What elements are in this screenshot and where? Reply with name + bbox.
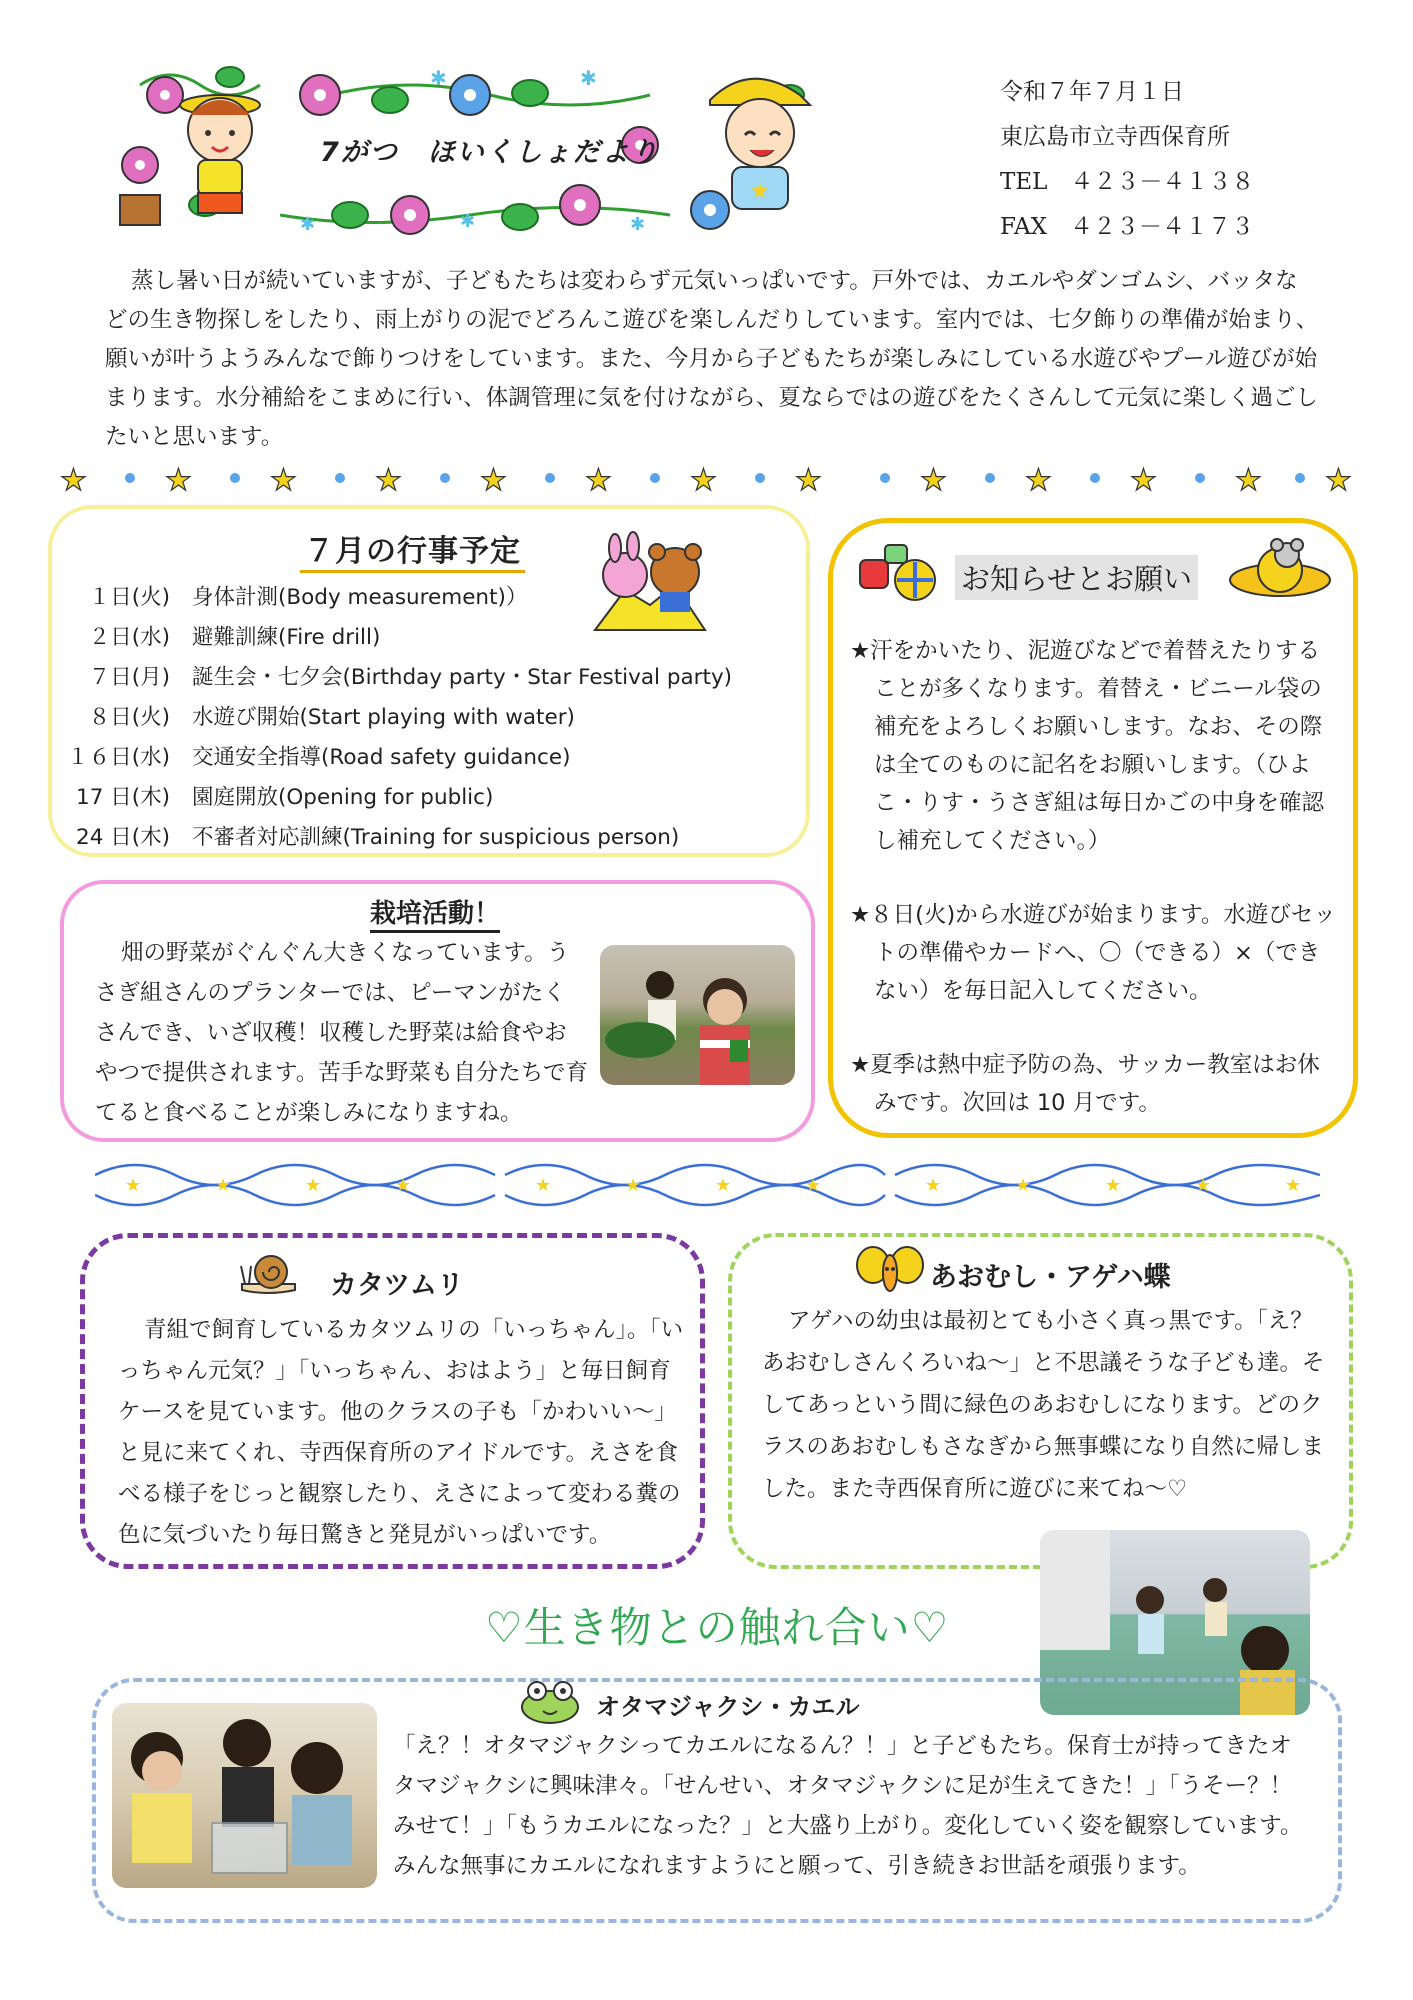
banner-title: 7がつ ほいくしょだより [320,137,660,168]
svg-text:✱: ✱ [300,214,316,235]
notice-item: ★８日(火)から水遊びが始まります。水遊びセットの準備やカードへ、〇（できる）×（できない）を毎日記入してください。 [850,902,1336,1004]
svg-text:★: ★ [1015,1175,1032,1196]
notice-item: ★汗をかいたり、泥遊びなどで着替えたりすることが多くなります。着替え・ビニール袋の補充をよろしくお願いします。なお、その際は全てのものに記名をお願いします。（ひよこ・りす・うさぎ組は毎日かごの中身を確認し補充してください。） [850,638,1325,854]
svg-text:★: ★ [1195,1175,1212,1196]
frog-text: 「え？！オタマジャクシってカエルになるん？！」と子どもたち。保育士が持ってきたオタマジャクシに興味津々。「せんせい、オタマジャクシに足が生えてきた！」「うそー？！みせて！」「もうカエルになった？」と大盛り上がり。変化していく姿を観察しています。みんな無事にカエルになれますようにと願って、引き続きお世話を頑張ります。 [393,1733,1303,1879]
svg-text:★: ★ [1025,463,1052,494]
school-info [1000,70,1300,250]
event-text: 水遊び開始(Start playing with water) [192,704,575,730]
harvest-photo [600,945,795,1085]
svg-text:★: ★ [795,463,822,494]
svg-text:★: ★ [1285,1175,1302,1196]
svg-text:★: ★ [270,463,297,494]
event-text: 誕生会・七夕会(Birthday party・Star Festival party) [192,664,733,690]
event-row [64,815,814,855]
frog-title: オタマジャクシ・カエル [596,1693,860,1721]
events-list [64,575,814,855]
svg-text:★: ★ [920,463,947,494]
svg-text:★: ★ [1235,463,1262,494]
svg-text:★: ★ [690,463,717,494]
frog-icon [515,1675,585,1729]
svg-text:★: ★ [125,1175,142,1196]
event-text: 避難訓練(Fire drill) [192,624,381,650]
butterfly-icon [855,1243,925,1302]
event-row [64,575,814,615]
svg-text:★: ★ [715,1175,732,1196]
events-title: ７月の行事予定 [300,526,525,573]
event-text: 身体計測(Body measurement)） [192,584,528,610]
notice-item: ★夏季は熱中症予防の為、サッカー教室はお休みです。次回は 10 月です。 [850,1052,1320,1116]
cultivation-title: 栽培活動！ [370,893,500,933]
svg-text:★: ★ [625,1175,642,1196]
svg-text:★: ★ [805,1175,822,1196]
notice-list [850,632,1340,1158]
svg-text:★: ★ [1325,463,1352,494]
event-day: ８日(火) [88,704,170,730]
issue-date: 令和７年７月１日 [1000,79,1184,105]
toys-icon [855,540,945,614]
snail-title: カタツムリ [330,1270,464,1301]
event-text: 交通安全指導(Road safety guidance) [192,744,571,770]
event-day: １日(火) [88,584,170,610]
svg-text:★: ★ [215,1175,232,1196]
svg-text:★: ★ [750,179,770,204]
svg-text:★: ★ [1130,463,1157,494]
children-observing-tadpoles-photo [112,1703,377,1888]
event-text: 不審者対応訓練(Training for suspicious person) [192,824,680,850]
svg-text:★: ★ [1105,1175,1122,1196]
boy-character-icon [710,79,810,209]
svg-text:★: ★ [375,463,402,494]
mouse-on-planet-icon [1225,530,1335,614]
event-row [64,615,814,655]
svg-text:★: ★ [535,1175,552,1196]
creatures-heading: ♡生き物との触れ合い♡ [485,1603,950,1652]
caterpillar-text: アゲハの幼虫は最初とても小さく真っ黒です。「え？あおむしさんくろいね～」と不思議そうな子ども達。そしてあっという間に緑色のあおむしになります。どのクラスのあおむしもさなぎから無事蝶になり自然に帰しました。また寺西保育所に遊びに来てね～♡ [762,1308,1325,1502]
snail-text: 青組で飼育しているカタツムリの「いっちゃん」。「いっちゃん元気？」「いっちゃん、おはよう」と毎日飼育ケースを見ています。他のクラスの子も「かわいい～」と見に来てくれ、寺西保育所のアイドルです。えさを食べる様子をじっと観察したり、えさによって変わる糞の色に気づいたり毎日驚きと発見がいっぱいです。 [118,1317,684,1548]
tel-number: TEL ４２３－４１３８ [1000,169,1255,195]
star-dot-divider-graphic [60,462,1360,494]
event-day: 24 日(木) [76,824,170,850]
svg-text:✱: ✱ [630,214,646,235]
svg-text:★: ★ [480,463,507,494]
event-day: 17 日(木) [76,784,170,810]
star-dot-divider [60,462,1360,494]
svg-text:★: ★ [925,1175,942,1196]
svg-text:★: ★ [585,463,612,494]
intro-paragraph: 蒸し暑い日が続いていますが、子どもたちは変わらず元気いっぱいです。戸外では、カエルやダンゴムシ、バッタなどの生き物探しをしたり、雨上がりの泥でどろんこ遊びを楽しんだりしています。室内では、七夕飾りの準備が始まり、願いが叶うようみんなで飾りつけをしています。また、今月から子どもたちが楽しみにしている水遊びやプール遊びが始まります。水分補給をこまめに行い、体調管理に気を付けながら、夏ならではの遊びをたくさんして元気に楽しく過ごしたいと思います。 [105,268,1319,450]
event-row [64,735,814,775]
event-day: ７日(月) [88,664,170,690]
svg-text:✱: ✱ [460,211,476,232]
caterpillar-title: あおむし・アゲハ蝶 [930,1262,1171,1293]
wave-star-divider [95,1155,1320,1215]
snail-icon [237,1248,299,1302]
event-day: ２日(水) [88,624,170,650]
svg-text:★: ★ [60,463,87,494]
svg-text:✱: ✱ [430,66,447,90]
event-row [64,655,814,695]
event-text: 園庭開放(Opening for public) [192,784,494,810]
school-name: 東広島市立寺西保育所 [1000,124,1230,150]
notice-title: お知らせとお願い [955,555,1198,600]
event-row [64,775,814,815]
cultivation-text: 畑の野菜がぐんぐん大きくなっています。うさぎ組さんのプランターでは、ピーマンがたくさんでき、いざ収穫！収穫した野菜は給食やおやつで提供されます。苦手な野菜も自分たちで育てると食べることが楽しみになりますね。 [95,940,588,1126]
svg-text:★: ★ [165,463,192,494]
svg-text:★: ★ [395,1175,412,1196]
event-day: １６日(水) [67,744,170,770]
fax-number: FAX ４２３－４１７３ [1000,214,1254,240]
event-row [64,695,814,735]
svg-text:✱: ✱ [580,66,597,90]
svg-text:★: ★ [305,1175,322,1196]
